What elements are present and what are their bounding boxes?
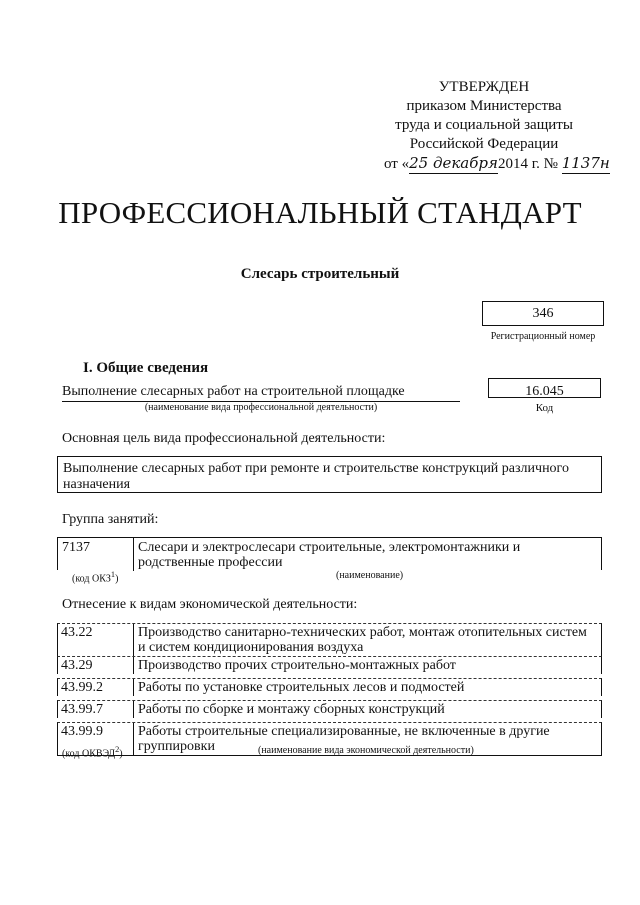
okz-name: Слесари и электрослесари строительные, электромонтажники и родственные профессии — [138, 540, 521, 570]
okved-row — [57, 678, 602, 696]
okved-name: Работы по сборке и монтажу сборных конструкций — [138, 702, 445, 717]
approval-line-3: труда и социальной защиты — [395, 117, 573, 133]
okved-code: 43.29 — [58, 657, 134, 674]
okz-code: 7137 — [58, 538, 134, 571]
okved-name: Производство прочих строительно-монтажных работ — [138, 658, 456, 673]
activity-name-caption: (наименование вида профессиональной деятельности) — [144, 402, 378, 413]
handwritten-date: 25 декабря — [409, 154, 498, 172]
activity-code-caption: Код — [535, 402, 554, 414]
approval-line-1: УТВЕРЖДЕН — [438, 79, 530, 95]
registration-number-box: 346 — [482, 301, 604, 326]
okved-table — [57, 623, 602, 756]
date-prefix: от « — [384, 156, 410, 172]
approval-date-line — [384, 154, 610, 174]
activity-name: Выполнение слесарных работ на строительной площадке — [62, 384, 460, 402]
okz-code-caption: (код ОКЗ$^1$) — [72, 570, 119, 585]
approval-line-4: Российской Федерации — [409, 136, 559, 152]
okved-code: 43.99.2 — [58, 679, 134, 696]
registration-number-caption: Регистрационный номер — [490, 331, 596, 342]
approval-line-2: приказом Министерства — [406, 98, 562, 114]
okved-code-caption: (код ОКВЭД$^2$) — [62, 745, 123, 760]
okved-name: Работы строительные специализированные, не включенные в другие группировки — [138, 724, 550, 754]
okved-name: Производство санитарно-технических работ, монтаж отопительных систем и систем кондиционирования воздуха — [138, 625, 587, 655]
goal-label: Основная цель вида профессиональной деятельности: — [62, 431, 386, 446]
handwritten-order-number: 1137н — [561, 154, 610, 172]
section-heading: I. Общие сведения — [83, 360, 209, 376]
document-title: ПРОФЕССИОНАЛЬНЫЙ СТАНДАРТ — [58, 195, 582, 230]
date-year: 2014 г. № — [497, 156, 558, 172]
okz-name-caption: (наименование) — [336, 570, 404, 581]
okved-row — [57, 700, 602, 718]
okved-row — [57, 623, 602, 656]
occupation-group-row — [57, 537, 602, 570]
document-subtitle: Слесарь строительный — [240, 266, 400, 282]
okved-code: 43.99.7 — [58, 701, 134, 718]
approval-block — [384, 78, 610, 174]
occupation-group-label: Группа занятий: — [62, 512, 159, 527]
okved-name: Работы по установке строительных лесов и подмостей — [138, 680, 465, 695]
goal-box: Выполнение слесарных работ при ремонте и строительстве конструкций различного назначения — [57, 456, 602, 493]
okved-code: 43.99.9 — [58, 723, 134, 755]
okved-code: 43.22 — [58, 624, 134, 656]
okved-name-caption: (наименование вида экономической деятельности) — [258, 745, 474, 756]
economic-activity-label: Отнесение к видам экономической деятельности: — [62, 597, 358, 612]
activity-code-box: 16.045 — [488, 378, 601, 398]
okved-row — [57, 656, 602, 674]
